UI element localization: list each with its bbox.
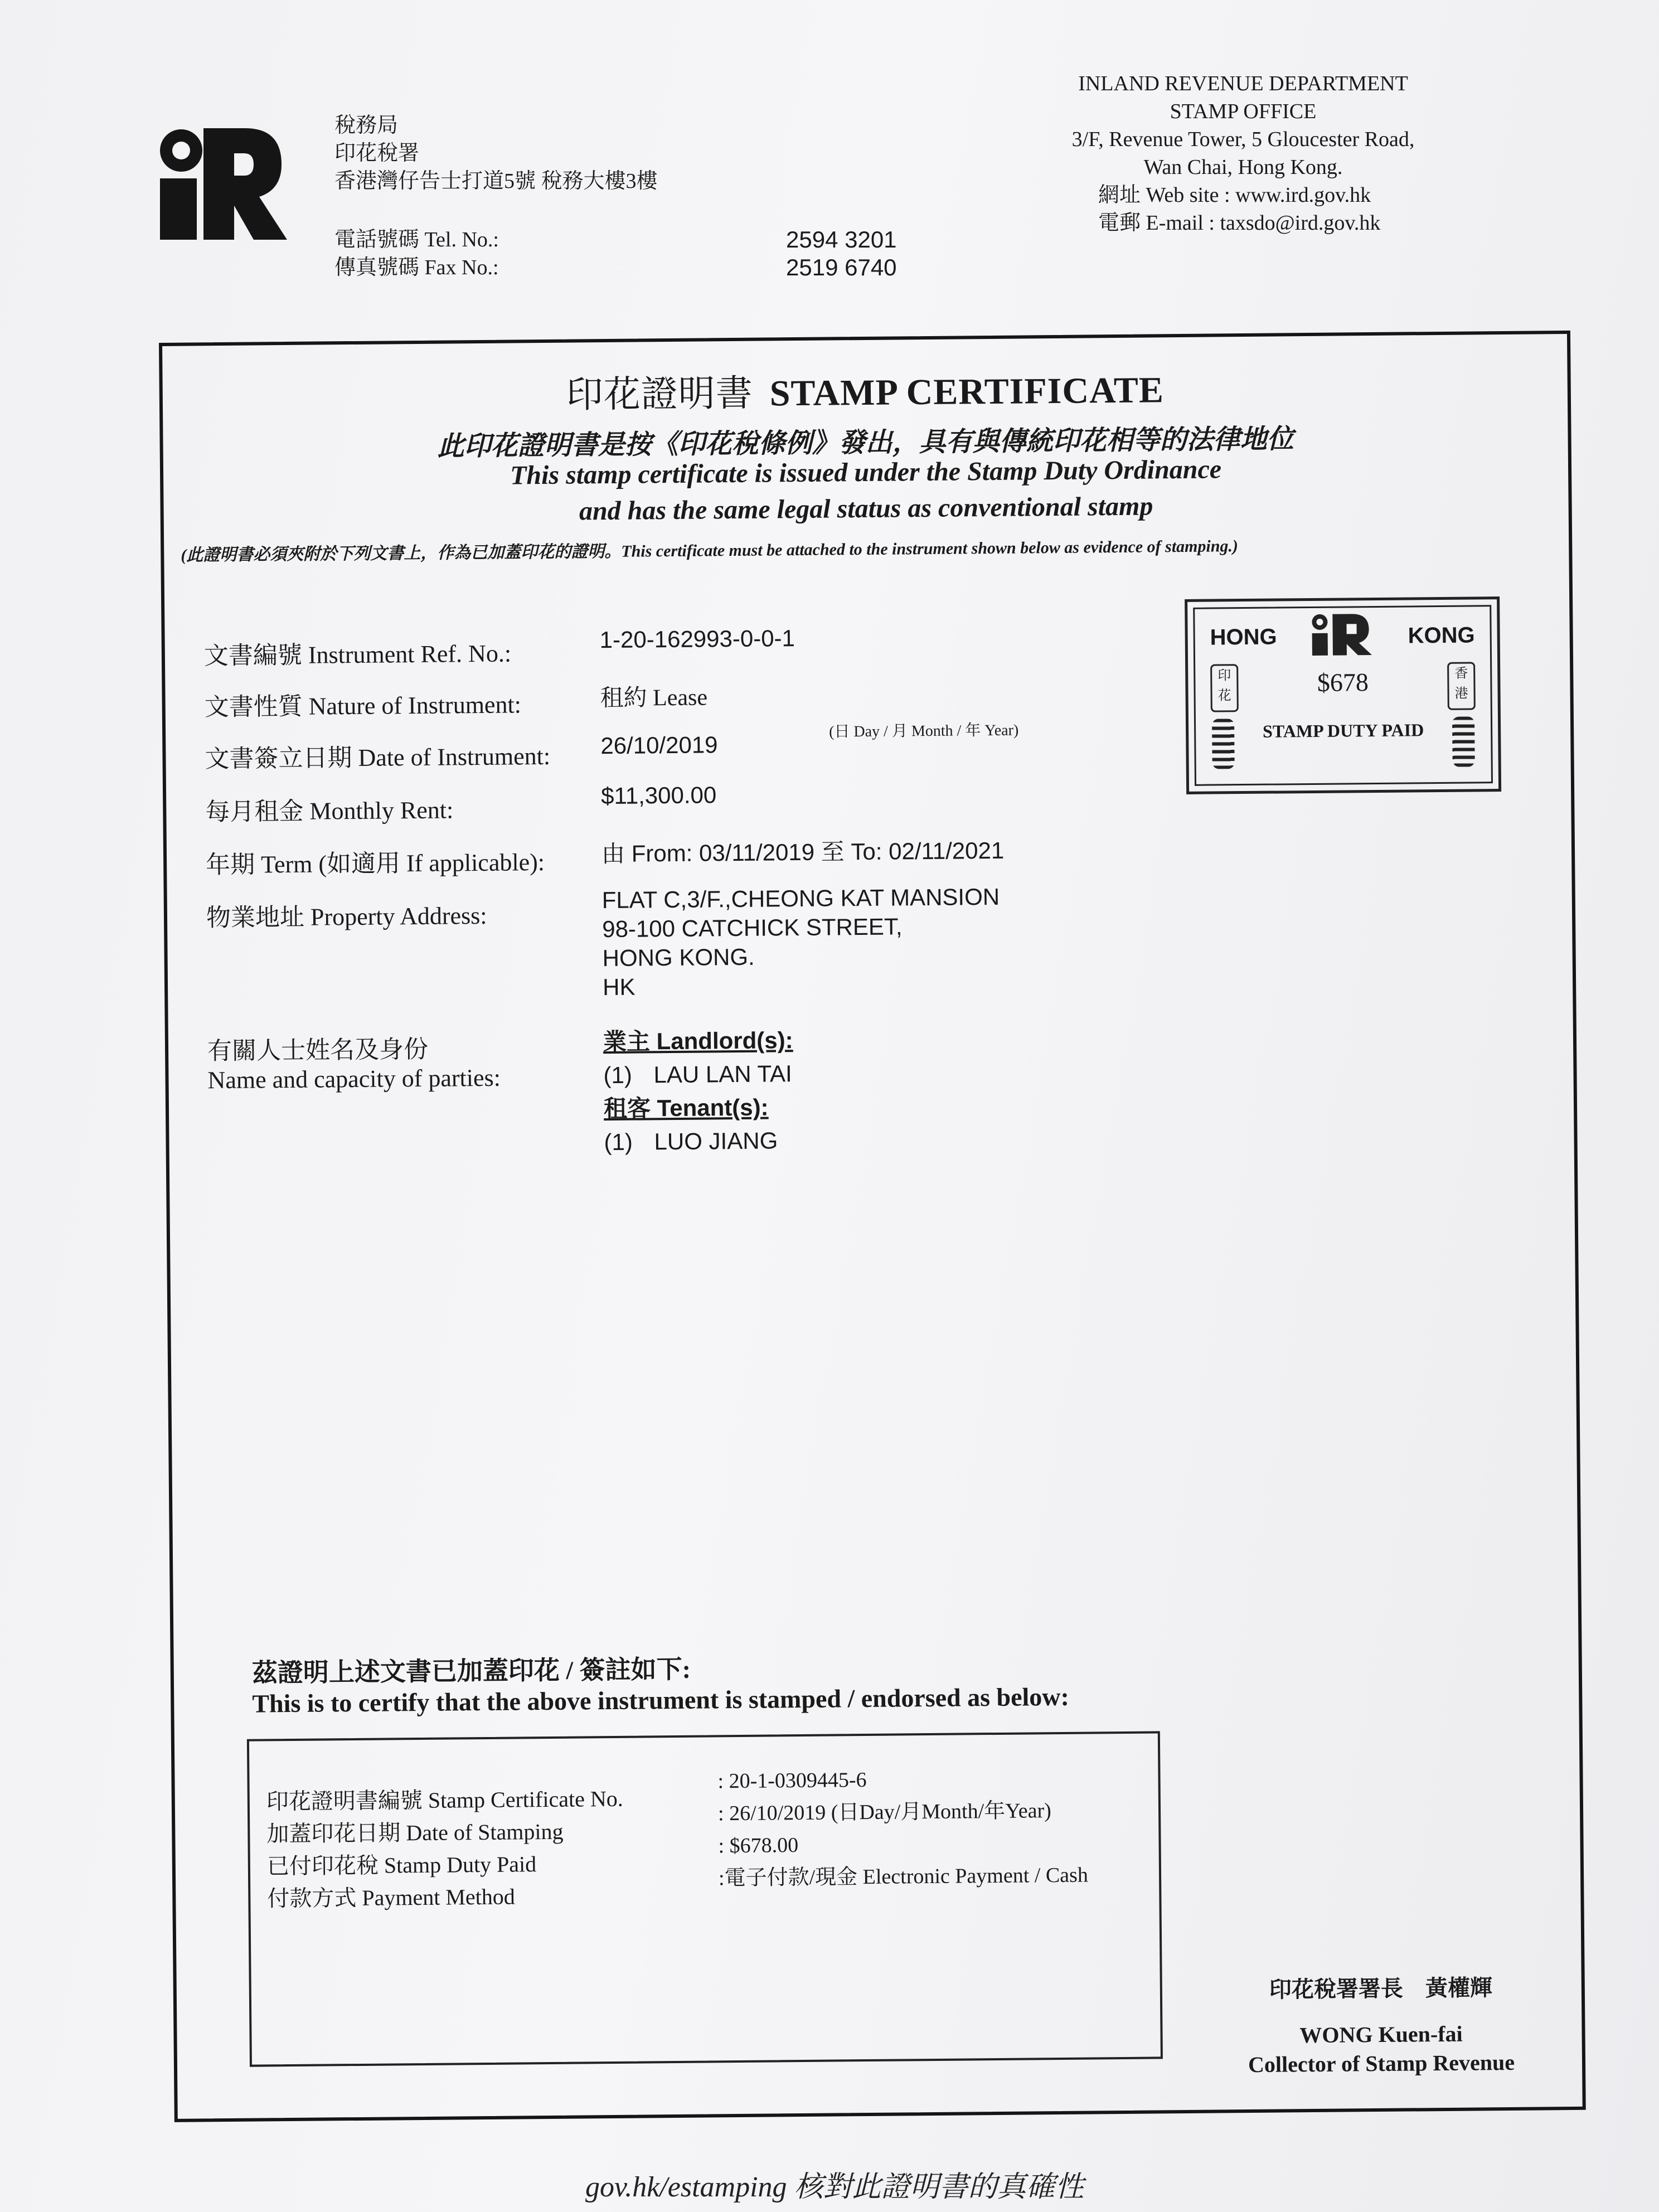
subtitle-en-1: This stamp certificate is issued under the Stamp Duty Ordinance <box>510 454 1222 491</box>
parties-label-zh: 有關人士姓名及身份 <box>207 1035 429 1065</box>
rent-value: $11,300.00 <box>600 782 717 809</box>
tenant-number: (1) <box>604 1128 633 1156</box>
nature-value: 租約 Lease <box>600 685 708 712</box>
coil-right-icon <box>1452 716 1475 767</box>
tenant-item <box>604 1124 794 1159</box>
tel-number: 2594 3201 <box>786 226 897 253</box>
certificate-title <box>162 356 1568 421</box>
subtitle-zh: 此印花證明書是按《印花稅條例》發出，具有與傳統印花相等的法律地位 <box>437 424 1294 462</box>
tenant-name: LUO JIANG <box>654 1127 778 1155</box>
fax-row <box>334 254 897 282</box>
title-zh: 印花證明書 <box>566 373 754 416</box>
certificate-frame <box>159 331 1586 2122</box>
office-en: STAMP OFFICE <box>1170 100 1317 123</box>
term-label: 年期 Term (如適用 If applicable): <box>205 848 545 879</box>
email: 電郵 E-mail : taxsdo@ird.gov.hk <box>1098 211 1381 235</box>
date-value: 26/10/2019 <box>600 731 718 759</box>
parties-label-en: Name and capacity of parties: <box>207 1064 501 1094</box>
address-en-2: Wan Chai, Hong Kong. <box>1143 156 1343 179</box>
duty-paid-value: : $678.00 <box>718 1833 799 1858</box>
collector-title: Collector of Stamp Revenue <box>1248 2049 1515 2078</box>
parties-label <box>207 1035 501 1095</box>
fax-number: 2519 6740 <box>786 254 897 280</box>
landlord-item <box>603 1057 793 1092</box>
seal-left-icon: 印花 <box>1210 664 1239 712</box>
ird-logo <box>151 117 290 245</box>
address-en-1: 3/F, Revenue Tower, 5 Gloucester Road, <box>1071 128 1415 151</box>
collector-signature-block <box>1225 1973 1538 2080</box>
coil-left-icon <box>1212 719 1235 769</box>
dept-zh: 稅務局 <box>334 114 399 137</box>
property-address <box>602 882 1001 1002</box>
parties-list <box>603 1023 794 1159</box>
attachment-note: (此證明書必須夾附於下列文書上，作為已加蓋印花的證明。This certificate must be attached to the instrument shown below as evidence of stamping.) <box>181 537 1239 565</box>
ref-value: 1-20-162993-0-0-1 <box>599 625 795 653</box>
stamping-date-value: : 26/10/2019 (日Day/月Month/年Year) <box>717 1799 1052 1826</box>
term-value: 由 From: 03/11/2019 至 To: 02/11/2021 <box>601 837 1005 867</box>
endorsement-heading-en: This is to certify that the above instrument is stamped / endorsed as below: <box>252 1682 1070 1718</box>
landlord-name: LAU LAN TAI <box>653 1060 792 1088</box>
verification-footer: gov.hk/estamping 核對此證明書的真確性 <box>585 2171 1084 2203</box>
letterhead-chinese <box>334 111 897 282</box>
collector-name: WONG Kuen-fai <box>1299 2021 1463 2048</box>
date-label: 文書簽立日期 Date of Instrument: <box>205 742 551 773</box>
stamp-cert-no-label: 印花證明書編號 Stamp Certificate No. <box>266 1786 623 1815</box>
address-zh: 香港灣仔告士打道5號 稅務大樓3樓 <box>334 169 658 193</box>
title-en: STAMP CERTIFICATE <box>769 370 1165 414</box>
stamp-hong: HONG <box>1210 624 1277 650</box>
payment-method-label: 付款方式 Payment Method <box>267 1884 515 1912</box>
stamping-date-label: 加蓋印花日期 Date of Stamping <box>266 1818 564 1847</box>
tel-label: 電話號碼 Tel. No.: <box>334 228 499 251</box>
ref-label: 文書編號 Instrument Ref. No.: <box>203 639 512 670</box>
address-line: 98-100 CATCHICK STREET, <box>602 913 903 943</box>
endorsement-box <box>247 1731 1163 2067</box>
stamp-kong: KONG <box>1408 623 1475 648</box>
date-format: (日 Day / 月 Month / 年 Year) <box>829 721 1019 741</box>
stamp-cert-no-value: : 20-1-0309445-6 <box>717 1768 867 1793</box>
subtitle-en-2: and has the same legal status as conventional stamp <box>579 491 1153 526</box>
landlord-number: (1) <box>603 1061 633 1089</box>
endorsement-labels <box>266 1783 624 1915</box>
endorsement-values <box>717 1762 1088 1895</box>
seal-right-icon: 香港 <box>1447 662 1476 710</box>
tel-row <box>334 226 897 254</box>
stamp-duty-box <box>1185 596 1501 794</box>
endorsement-heading-zh: 茲證明上述文書已加蓋印花 / 簽註如下: <box>251 1655 691 1687</box>
dept-en: INLAND REVENUE DEPARTMENT <box>1078 72 1408 95</box>
address-line: HONG KONG. <box>602 943 755 972</box>
nature-label: 文書性質 Nature of Instrument: <box>204 691 522 721</box>
stamp-paid-label: STAMP DUTY PAID <box>1262 720 1424 741</box>
landlord-heading: 業主 Landlord(s): <box>603 1027 793 1055</box>
website: 網址 Web site : www.ird.gov.hk <box>1098 183 1371 207</box>
fax-label: 傳真號碼 Fax No.: <box>334 256 499 279</box>
address-line: FLAT C,3/F.,CHEONG KAT MANSION <box>601 883 1000 914</box>
address-line: HK <box>602 973 636 1001</box>
collector-zh: 印花稅署署長 黃權輝 <box>1269 1975 1493 2002</box>
letterhead-english <box>1037 70 1449 237</box>
rent-label: 每月租金 Monthly Rent: <box>205 796 454 826</box>
office-zh: 印花稅署 <box>334 142 420 165</box>
tenant-heading: 租客 Tenant(s): <box>603 1094 769 1122</box>
stamp-ird-logo-icon <box>1307 612 1375 657</box>
address-label: 物業地址 Property Address: <box>206 901 487 932</box>
stamp-amount: $678 <box>1317 668 1369 697</box>
duty-paid-label: 已付印花稅 Stamp Duty Paid <box>266 1851 537 1879</box>
payment-method-value: :電子付款/現金 Electronic Payment / Cash <box>718 1863 1089 1890</box>
